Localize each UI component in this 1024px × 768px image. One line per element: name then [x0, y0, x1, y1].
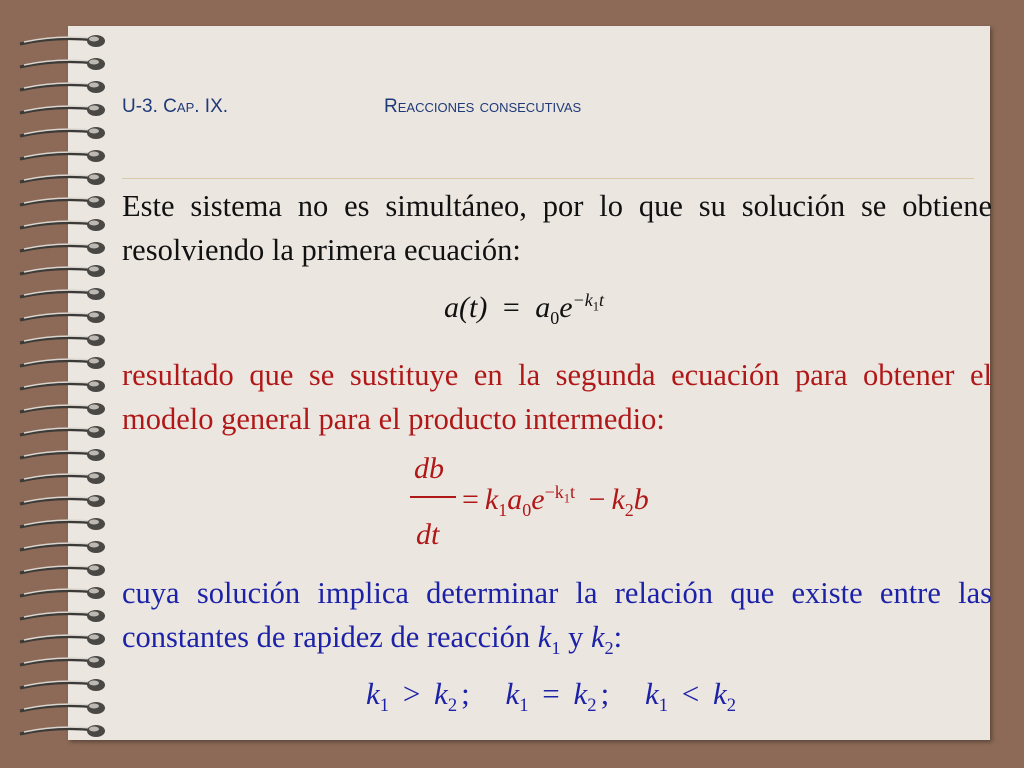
spiral-ring [20, 196, 105, 208]
eq2-k1-sub: 1 [498, 500, 508, 520]
spiral-ring [20, 380, 105, 392]
slide-header [122, 96, 982, 126]
spiral-ring [20, 472, 105, 484]
paragraph-3 [122, 571, 992, 670]
p3-text: cuya solución implica determinar la relación que existe entre las constantes de rapidez de reacción [122, 576, 992, 654]
eq3-c3r-k: k [713, 676, 727, 711]
eq2-b: b [633, 483, 649, 516]
spiral-ring [20, 403, 105, 415]
equation-1 [444, 290, 604, 329]
spiral-ring [20, 679, 105, 691]
spiral-ring [20, 541, 105, 553]
eq2-equals: = [462, 483, 479, 516]
eq2-fraction-bar [410, 496, 456, 498]
eq3-sep1: ; [461, 676, 470, 711]
eq2-exp-sub: 1 [563, 491, 571, 506]
eq3-c2-k: k [505, 676, 520, 711]
eq2-exp: −k [544, 482, 564, 502]
header-divider [122, 178, 974, 179]
spiral-ring [20, 702, 105, 714]
spiral-ring [20, 426, 105, 438]
eq3-c2r-sub: 2 [587, 695, 597, 717]
spiral-ring [20, 288, 105, 300]
eq2-a: a [507, 483, 523, 516]
eq1-lhs: a(t) [444, 291, 488, 324]
spiral-ring [20, 518, 105, 530]
equation-3 [366, 676, 736, 717]
eq3-c1-sub: 1 [379, 695, 390, 717]
spiral-ring [20, 173, 105, 185]
spiral-ring [20, 495, 105, 507]
spiral-ring [20, 357, 105, 369]
eq1-exp-t: t [599, 290, 605, 310]
spiral-ring [20, 58, 105, 70]
eq1-equals: = [502, 291, 520, 324]
eq3-c1r-k: k [434, 676, 448, 711]
spiral-ring [20, 587, 105, 599]
spiral-ring [20, 564, 105, 576]
p3-end: : [613, 620, 623, 654]
eq3-c1-k: k [366, 676, 380, 711]
eq2-exp-t: t [570, 482, 576, 502]
spiral-ring [20, 150, 105, 162]
eq2-minus: − [588, 483, 606, 516]
eq2-e: e [531, 483, 545, 516]
eq1-exp: −k [572, 290, 593, 310]
eq3-sep2: ; [600, 676, 610, 711]
paragraph-1: Este sistema no es simultáneo, por lo que su solución se obtiene resolviendo la primera ecuación: [122, 189, 992, 267]
eq3-c2r-k: k [573, 676, 588, 711]
equation-2 [462, 482, 649, 521]
spiral-ring [20, 265, 105, 277]
p3-k2-sub: 2 [604, 638, 614, 659]
unit-label: U-3. Cap. IX. [122, 96, 229, 117]
spiral-ring [20, 633, 105, 645]
spiral-ring [20, 656, 105, 668]
spiral-ring [20, 104, 105, 116]
spiral-ring [20, 725, 105, 737]
p3-y: y [560, 620, 591, 654]
eq1-exp-sub: 1 [592, 299, 600, 314]
eq2-denominator: dt [416, 518, 440, 551]
eq2-k1: k [484, 483, 499, 516]
spiral-ring [20, 449, 105, 461]
eq2-a-sub: 0 [522, 500, 532, 520]
spiral-ring [20, 35, 105, 47]
eq2-k2-sub: 2 [624, 500, 634, 520]
eq2-k2: k [611, 483, 625, 516]
eq1-e: e [559, 291, 573, 324]
slide-title: Reacciones consecutivas [384, 96, 582, 117]
spiral-ring [20, 242, 105, 254]
spiral-ring [20, 311, 105, 323]
spiral-binding-icon [0, 0, 120, 768]
p3-k2: k [590, 620, 605, 654]
eq3-c1-op: > [402, 676, 421, 711]
eq3-c3r-sub: 2 [726, 695, 737, 717]
eq3-c1r-sub: 2 [447, 695, 458, 717]
p3-k1-sub: 1 [551, 638, 561, 659]
eq1-a: a [535, 291, 551, 324]
spiral-ring [20, 127, 105, 139]
eq3-c2-sub: 1 [519, 695, 529, 717]
eq2-numerator: db [414, 452, 444, 485]
eq3-c2-op: = [542, 676, 560, 711]
p3-k1: k [537, 620, 552, 654]
spiral-ring [20, 81, 105, 93]
spiral-ring [20, 334, 105, 346]
spiral-ring [20, 610, 105, 622]
spiral-ring [20, 219, 105, 231]
eq3-c3-sub: 1 [658, 695, 669, 717]
eq3-c3-k: k [644, 676, 659, 711]
paragraph-2: resultado que se sustituye en la segunda ecuación para obtener el modelo general para el producto intermedio: [122, 358, 992, 436]
eq1-a-sub: 0 [550, 308, 560, 328]
eq3-c3-op: < [681, 676, 700, 711]
